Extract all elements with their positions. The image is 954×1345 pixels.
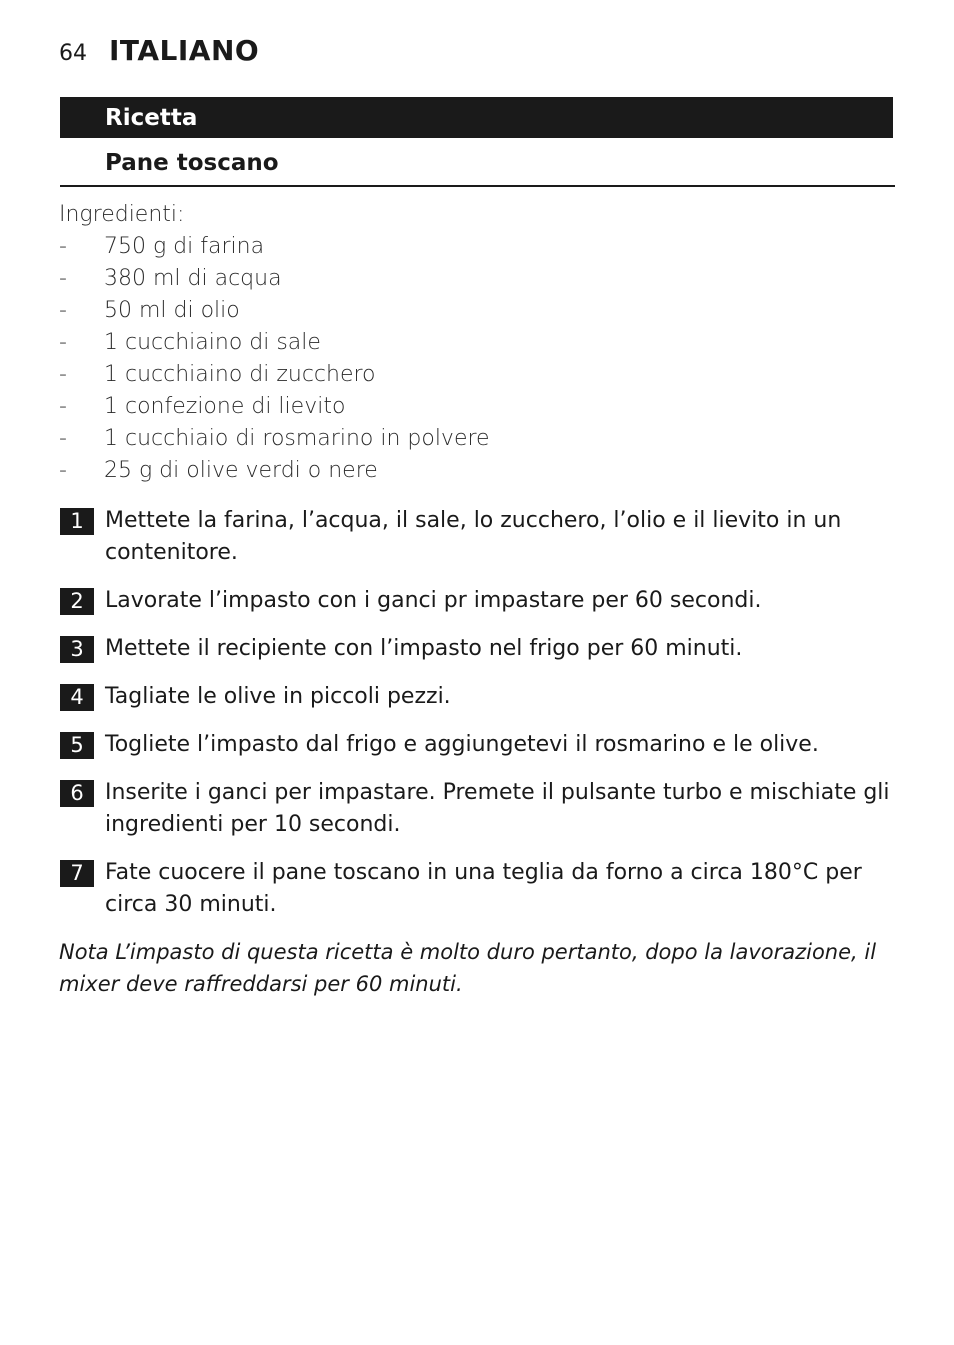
ingredient-text: 25 g di olive verdi o nere [104,458,378,483]
ingredients-label: Ingredienti: [59,202,185,227]
recipe-title: Pane toscano [105,150,279,176]
dash-bullet: - [59,330,67,355]
step-item [60,681,895,713]
ingredients-list [59,231,889,487]
step-number-badge: 5 [60,732,94,759]
step-text: Mettete la farina, l’acqua, il sale, lo zucchero, l’olio e il lievito in un contenitore. [105,508,842,565]
ingredient-text: 1 cucchiaino di zucchero [104,362,376,387]
ingredient-text: 1 confezione di lievito [104,394,346,419]
page-header [59,34,259,74]
ingredient-text: 1 cucchiaino di sale [104,330,321,355]
recipe-note: Nota L’impasto di questa ricetta è molto duro pertanto, dopo la lavorazione, il mixer deve raffreddarsi per 60 minuti. [59,940,877,996]
dash-bullet: - [59,234,67,259]
ingredient-item [59,231,889,263]
section-title: Ricetta [105,105,198,131]
page-number: 64 [59,41,87,66]
ingredients-block [59,199,889,487]
step-text: Inserite i ganci per impastare. Premete il pulsante turbo e mischiate gli ingredienti per 10 secondi. [105,780,890,837]
steps-list [60,505,895,937]
ingredient-item [59,423,889,455]
ingredient-text: 1 cucchiaio di rosmarino in polvere [104,426,490,451]
step-item [60,505,895,569]
step-text: Togliete l’impasto dal frigo e aggiungetevi il rosmarino e le olive. [105,732,819,757]
step-item [60,777,895,841]
step-item [60,729,895,761]
title-divider [60,185,895,187]
dash-bullet: - [59,266,67,291]
step-number-badge: 2 [60,588,94,615]
ingredient-item [59,391,889,423]
ingredient-item [59,359,889,391]
step-text: Tagliate le olive in piccoli pezzi. [105,684,451,709]
step-number-badge: 6 [60,780,94,807]
step-number-badge: 7 [60,860,94,887]
step-item [60,857,895,921]
step-item [60,633,895,665]
step-item [60,585,895,617]
language-title: ITALIANO [109,34,260,67]
dash-bullet: - [59,362,67,387]
step-text: Lavorate l’impasto con i ganci pr impastare per 60 secondi. [105,588,762,613]
ingredient-text: 380 ml di acqua [104,266,282,291]
dash-bullet: - [59,458,67,483]
dash-bullet: - [59,426,67,451]
dash-bullet: - [59,298,67,323]
step-number-badge: 1 [60,508,94,535]
step-text: Mettete il recipiente con l’impasto nel frigo per 60 minuti. [105,636,743,661]
step-text: Fate cuocere il pane toscano in una teglia da forno a circa 180°C per circa 30 minuti. [105,860,862,917]
step-number-badge: 3 [60,636,94,663]
step-number-badge: 4 [60,684,94,711]
ingredient-item [59,295,889,327]
ingredient-item [59,263,889,295]
ingredient-text: 750 g di farina [104,234,265,259]
ingredient-text: 50 ml di olio [104,298,240,323]
dash-bullet: - [59,394,67,419]
section-bar [60,97,893,138]
ingredient-item [59,327,889,359]
ingredient-item [59,455,889,487]
